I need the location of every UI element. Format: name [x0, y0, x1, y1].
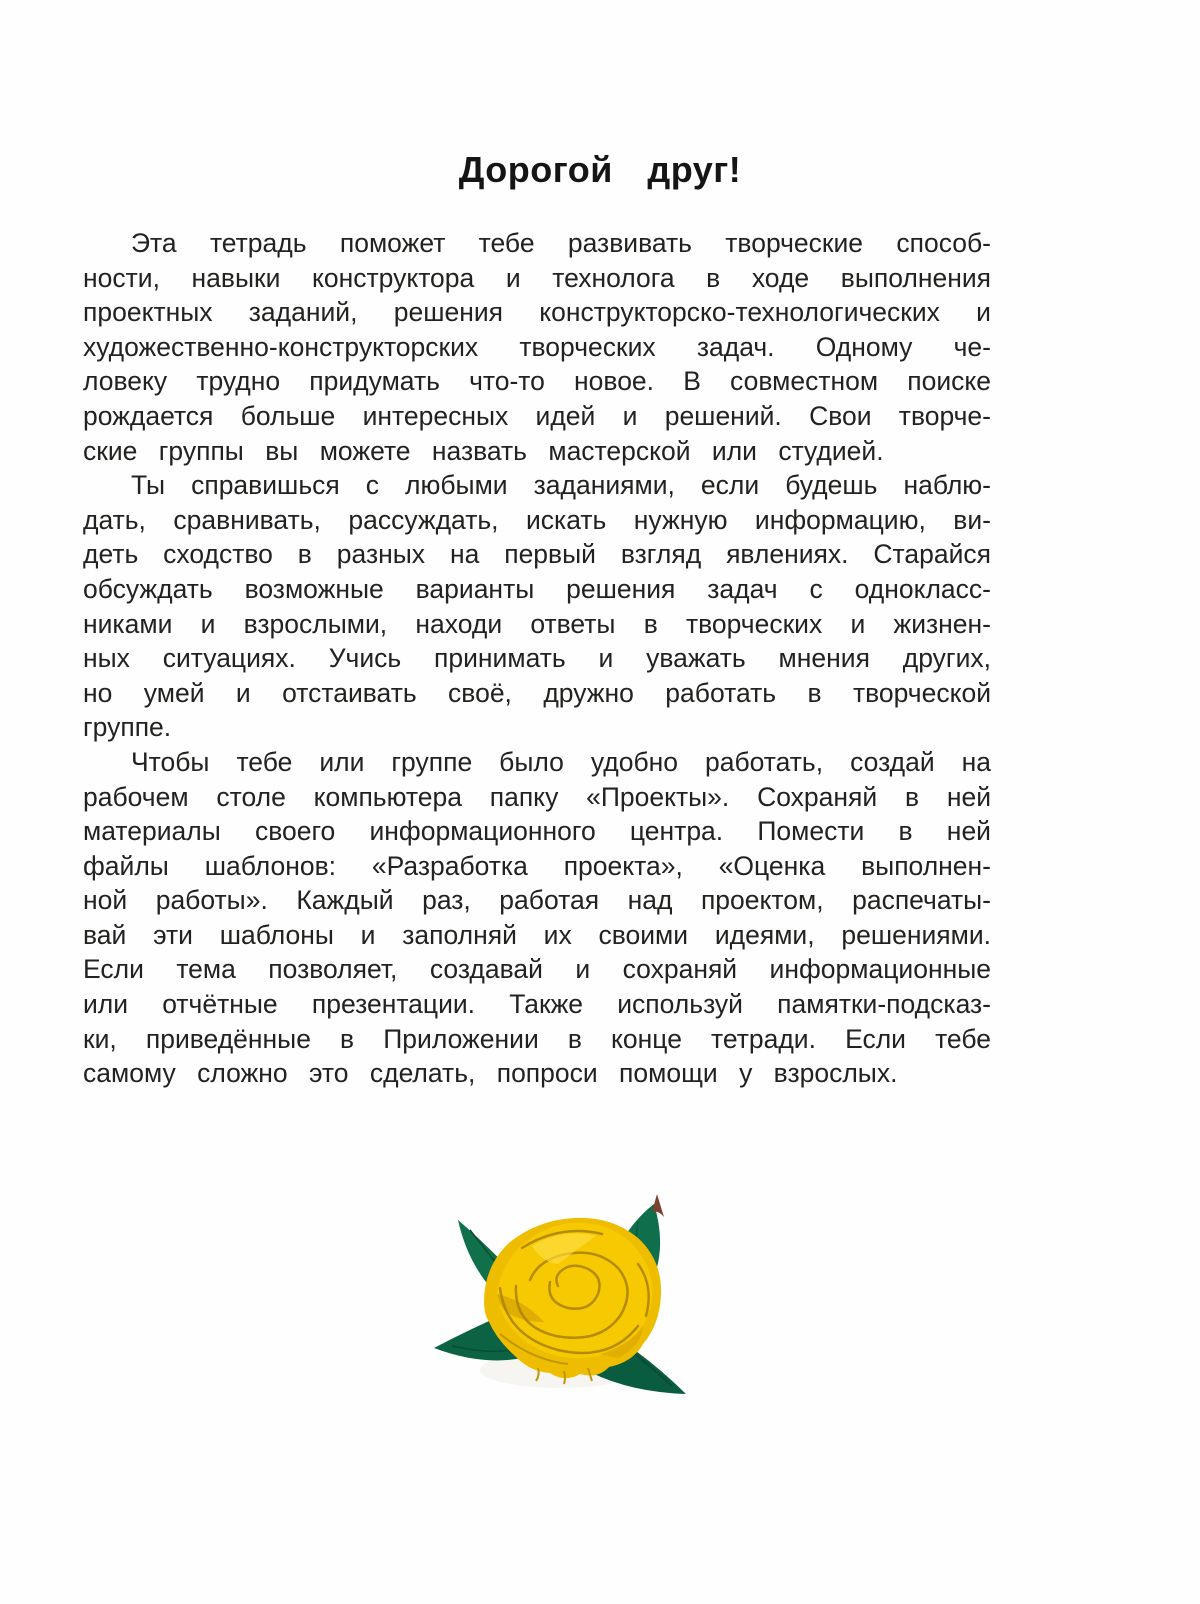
text-line: Если тема позволяет, создавай и сохраняй информационные: [83, 954, 991, 985]
text-line: ности, навыки конструктора и технолога в ходе выполнения: [83, 262, 991, 293]
page-title: Дорогой друг!: [458, 149, 742, 190]
text-line: файлы шаблонов: «Разработка проекта», «Оценка выполнен-: [83, 850, 991, 881]
text-line: деть сходство в разных на первый взгляд явлениях. Старайся: [83, 539, 991, 570]
text-line: вай эти шаблоны и заполняй их своими идеями, решениями.: [83, 919, 991, 950]
text-line: никами и взрослыми, находи ответы в творческих и жизнен-: [83, 608, 991, 639]
text-line: обсуждать возможные варианты решения задач с однокласс-: [83, 573, 991, 604]
text-line: рабочем столе компьютера папку «Проекты». Сохраняй в ней: [83, 781, 991, 812]
text-line: ки, приведённые в Приложении в конце тетради. Если тебе: [83, 1023, 991, 1054]
text-line: материалы своего информационного центра. Помести в ней: [83, 816, 991, 847]
paragraph: [83, 468, 991, 745]
text-line: Ты справишься с любыми заданиями, если будешь наблю-: [131, 470, 991, 501]
text-line: ной работы». Каждый раз, работая над проектом, распечаты-: [83, 885, 991, 916]
paragraph: [83, 745, 991, 1091]
paper-rose-photo: [400, 1170, 740, 1430]
text-line: самому сложно это сделать, попроси помощи у взрослых.: [83, 1058, 898, 1089]
text-line: ские группы вы можете назвать мастерской или студией.: [83, 435, 884, 466]
text-line: или отчётные презентации. Также используй памятки-подсказ-: [83, 989, 991, 1020]
text-line: ловеку трудно придумать что-то новое. В совместном поиске: [83, 366, 991, 397]
text-line: дать, сравнивать, рассуждать, искать нужную информацию, ви-: [83, 504, 991, 535]
petal-crease: [564, 1371, 565, 1384]
text-line: группе.: [83, 712, 172, 743]
text-line: художественно-конструкторских творческих задач. Одному че-: [83, 331, 991, 362]
text-line: Чтобы тебе или группе было удобно работать, создай на: [131, 746, 991, 777]
rose-illustration: [400, 1170, 740, 1430]
text-line: но умей и отстаивать своё, дружно работать в творческой: [83, 677, 991, 708]
paragraph: [83, 226, 991, 468]
text-line: Эта тетрадь поможет тебе развивать творческие способ-: [131, 228, 991, 258]
text-line: ных ситуациях. Учись принимать и уважать мнения других,: [83, 643, 991, 674]
body-text: [83, 226, 991, 1091]
text-line: проектных заданий, решения конструкторско-технологических и: [83, 297, 991, 328]
text-line: рождается больше интересных идей и решений. Свои творче-: [83, 400, 991, 431]
